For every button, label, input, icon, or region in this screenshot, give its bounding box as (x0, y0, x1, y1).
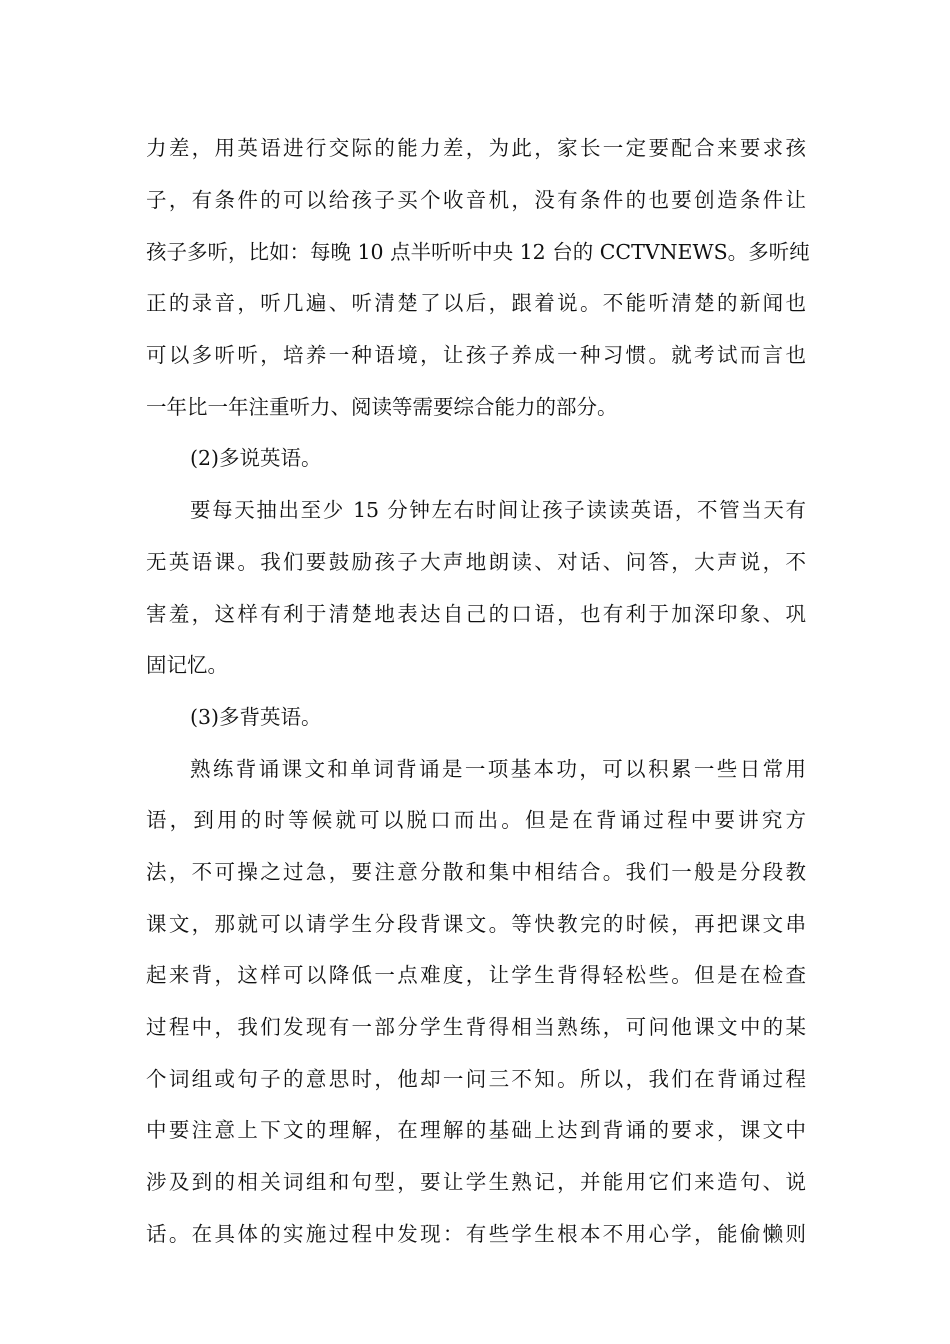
text-line: 一年比一年注重听力、阅读等需要综合能力的部分。 (146, 395, 618, 419)
text-line: 熟练背诵课文和单词背诵是一项基本功，可以积累一些日常用 (190, 757, 806, 781)
text-line: 害羞，这样有利于清楚地表达自己的口语，也有利于加深印象、巩 (146, 602, 806, 626)
section-heading: (2)多说英语。 (190, 446, 322, 470)
text-line: 课文，那就可以请学生分段背课文。等快教完的时候，再把课文串 (146, 912, 806, 936)
text-line: 过程中，我们发现有一部分学生背得相当熟练，可问他课文中的某 (146, 1015, 806, 1039)
text-line: 个词组或句子的意思时，他却一问三不知。所以，我们在背诵过程 (146, 1067, 806, 1091)
text-line: 固记忆。 (146, 653, 228, 677)
text-line: 子，有条件的可以给孩子买个收音机，没有条件的也要创造条件让 (146, 188, 806, 212)
text-line: 要每天抽出至少 15 分钟左右时间让孩子读读英语，不管当天有 (190, 498, 806, 522)
text-line: 话。在具体的实施过程中发现：有些学生根本不用心学，能偷懒则 (146, 1222, 806, 1246)
text-line: 语，到用的时等候就可以脱口而出。但是在背诵过程中要讲究方 (146, 808, 806, 832)
text-line: 中要注意上下文的理解，在理解的基础上达到背诵的要求，课文中 (146, 1118, 806, 1142)
text-line: 涉及到的相关词组和句型，要让学生熟记，并能用它们来造句、说 (146, 1170, 806, 1194)
section-heading: (3)多背英语。 (190, 705, 322, 729)
text-line: 力差，用英语进行交际的能力差，为此，家长一定要配合来要求孩 (146, 136, 806, 160)
text-line: 法，不可操之过急，要注意分散和集中相结合。我们一般是分段教 (146, 860, 806, 884)
text-line: 正的录音，听几遍、听清楚了以后，跟着说。不能听清楚的新闻也 (146, 291, 806, 315)
text-line: 可以多听听，培养一种语境，让孩子养成一种习惯。就考试而言也 (146, 343, 806, 367)
text-line: 起来背，这样可以降低一点难度，让学生背得轻松些。但是在检查 (146, 963, 806, 987)
text-line: 无英语课。我们要鼓励孩子大声地朗读、对话、问答，大声说，不 (146, 550, 806, 574)
text-line: 孩子多听，比如：每晚 10 点半听听中央 12 台的 CCTVNEWS。多听纯 (146, 240, 810, 264)
